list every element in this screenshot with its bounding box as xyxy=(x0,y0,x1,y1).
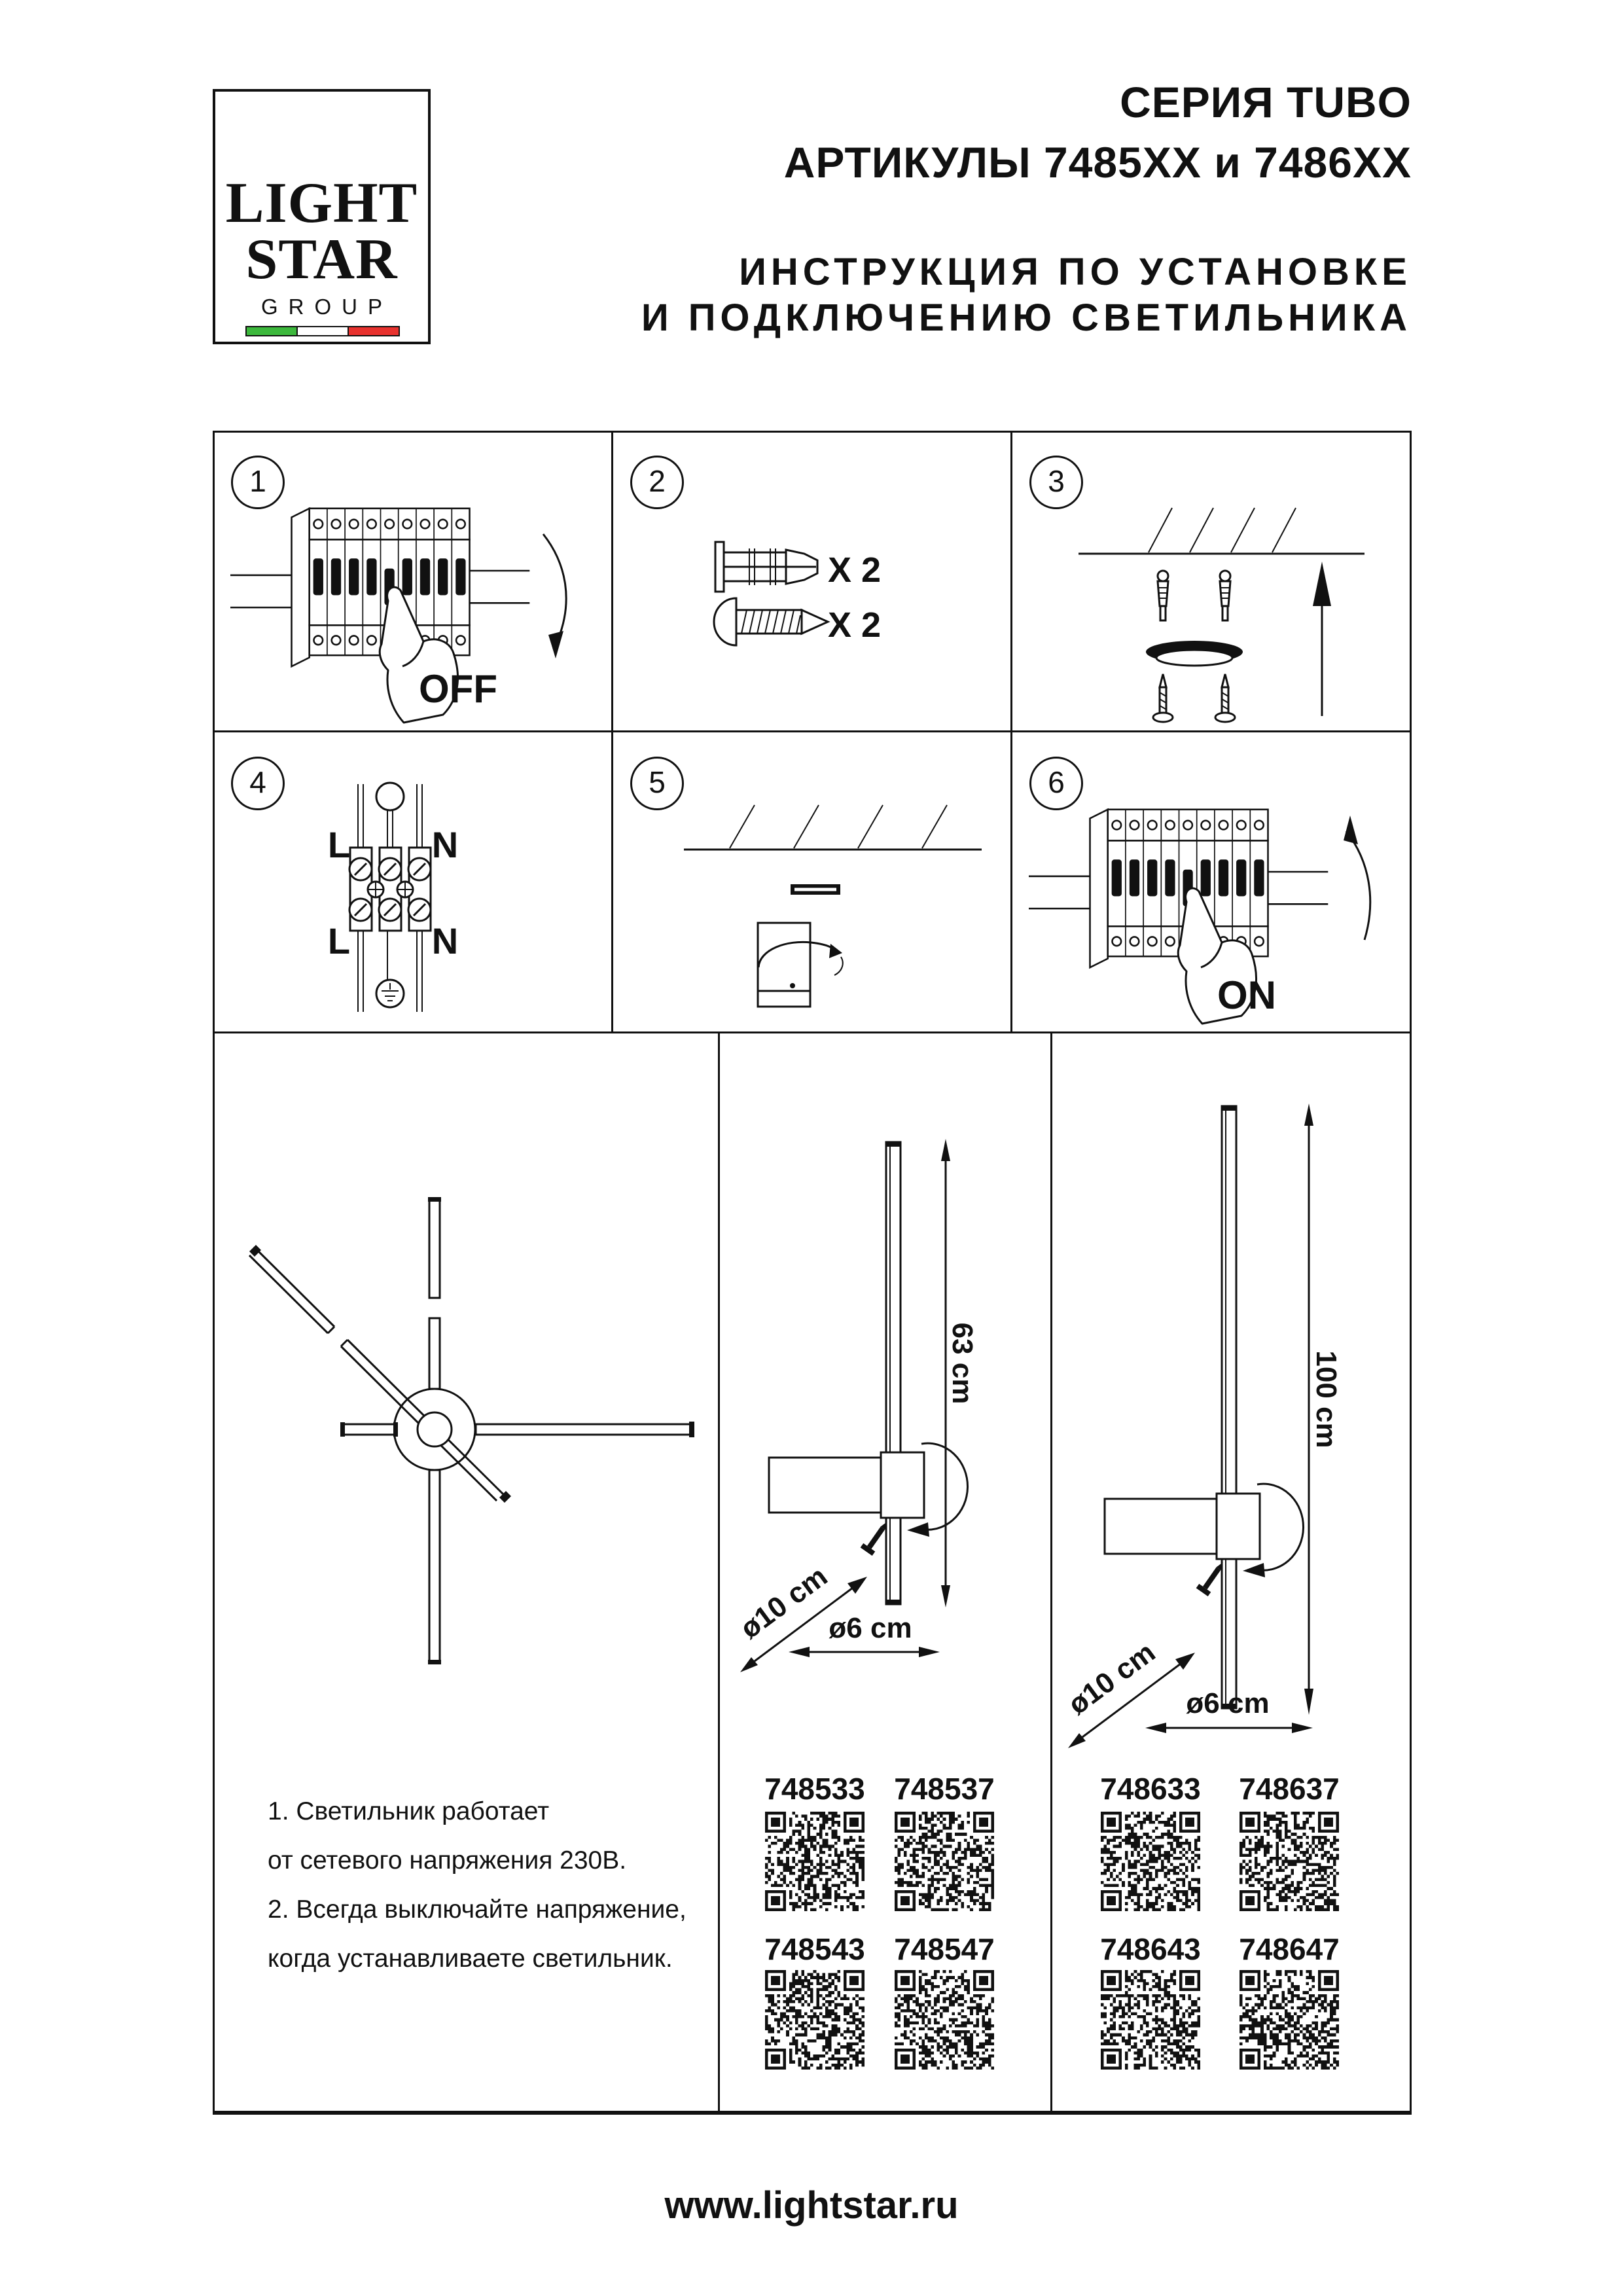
screw-qty-label: X 2 xyxy=(828,605,882,645)
flag-green-stripe xyxy=(247,327,296,335)
logo-word-group: GROUP xyxy=(260,295,393,319)
article-code: 748643 xyxy=(1100,1932,1201,1966)
italy-flag-icon xyxy=(245,326,400,336)
wire-n-top-label: N xyxy=(431,824,459,865)
wire-n-bottom-label: N xyxy=(431,920,459,961)
qr-code xyxy=(895,1812,994,1911)
flag-red-stripe xyxy=(349,327,399,335)
note-line-2: от сетевого напряжения 230В. xyxy=(268,1846,627,1874)
note-line-3: 2. Всегда выключайте напряжение, xyxy=(268,1895,687,1924)
step-number-1: 1 xyxy=(231,456,285,509)
height-100-label: 100 cm xyxy=(1310,1350,1342,1448)
footer-website: www.lightstar.ru xyxy=(664,2184,959,2227)
qr-code xyxy=(1240,1812,1339,1911)
qr-code xyxy=(1101,1812,1200,1911)
qr-code xyxy=(1240,1970,1339,2070)
header-title-line1: ИНСТРУКЦИЯ ПО УСТАНОВКЕ xyxy=(739,251,1412,293)
qr-code xyxy=(1101,1970,1200,2070)
terminal-wiring-diagram xyxy=(213,732,612,1033)
off-label: OFF xyxy=(419,667,497,711)
anchor-qty-label: X 2 xyxy=(828,550,882,590)
bracket-mount-diagram xyxy=(612,732,1011,1033)
article-code: 748637 xyxy=(1239,1772,1340,1806)
note-line-4: когда устанавливаете светильник. xyxy=(268,1945,673,1973)
ceiling-mount-diagram xyxy=(1011,431,1412,732)
step-number-5: 5 xyxy=(630,757,684,810)
lightstar-logo xyxy=(213,89,431,344)
article-code: 748537 xyxy=(894,1772,995,1806)
diameter-63-label: ø10 cm xyxy=(734,1560,834,1645)
on-label: ON xyxy=(1217,973,1276,1017)
step-number-2: 2 xyxy=(630,456,684,509)
qr-code xyxy=(765,1812,865,1911)
qr-code xyxy=(765,1970,865,2070)
step-number-4: 4 xyxy=(231,757,285,810)
flag-white-stripe xyxy=(296,327,349,335)
logo-word-star: STAR xyxy=(245,228,398,291)
header-series: СЕРИЯ TUBO xyxy=(1120,78,1412,126)
width-100-label: ø6 cm xyxy=(1186,1687,1270,1719)
height-63-label: 63 cm xyxy=(946,1322,978,1405)
wire-l-top-label: L xyxy=(327,824,351,865)
wire-l-bottom-label: L xyxy=(327,920,351,961)
mounting-kit-diagram xyxy=(612,431,1011,732)
diameter-100-label: ø10 cm xyxy=(1062,1636,1162,1721)
step-number-6: 6 xyxy=(1029,757,1083,810)
article-code: 748543 xyxy=(764,1932,865,1966)
note-line-1: 1. Светильник работает xyxy=(268,1797,550,1825)
header-articles: АРТИКУЛЫ 7485XX и 7486XX xyxy=(783,138,1412,187)
qr-code xyxy=(895,1970,994,2070)
article-code: 748647 xyxy=(1239,1932,1340,1966)
article-code: 748547 xyxy=(894,1932,995,1966)
header-title-line2: И ПОДКЛЮЧЕНИЮ СВЕТИЛЬНИКА xyxy=(641,296,1412,339)
logo-word-light: LIGHT xyxy=(225,171,418,235)
article-code: 748533 xyxy=(764,1772,865,1806)
step-number-3: 3 xyxy=(1029,456,1083,509)
article-code: 748633 xyxy=(1100,1772,1201,1806)
width-63-label: ø6 cm xyxy=(829,1612,912,1644)
